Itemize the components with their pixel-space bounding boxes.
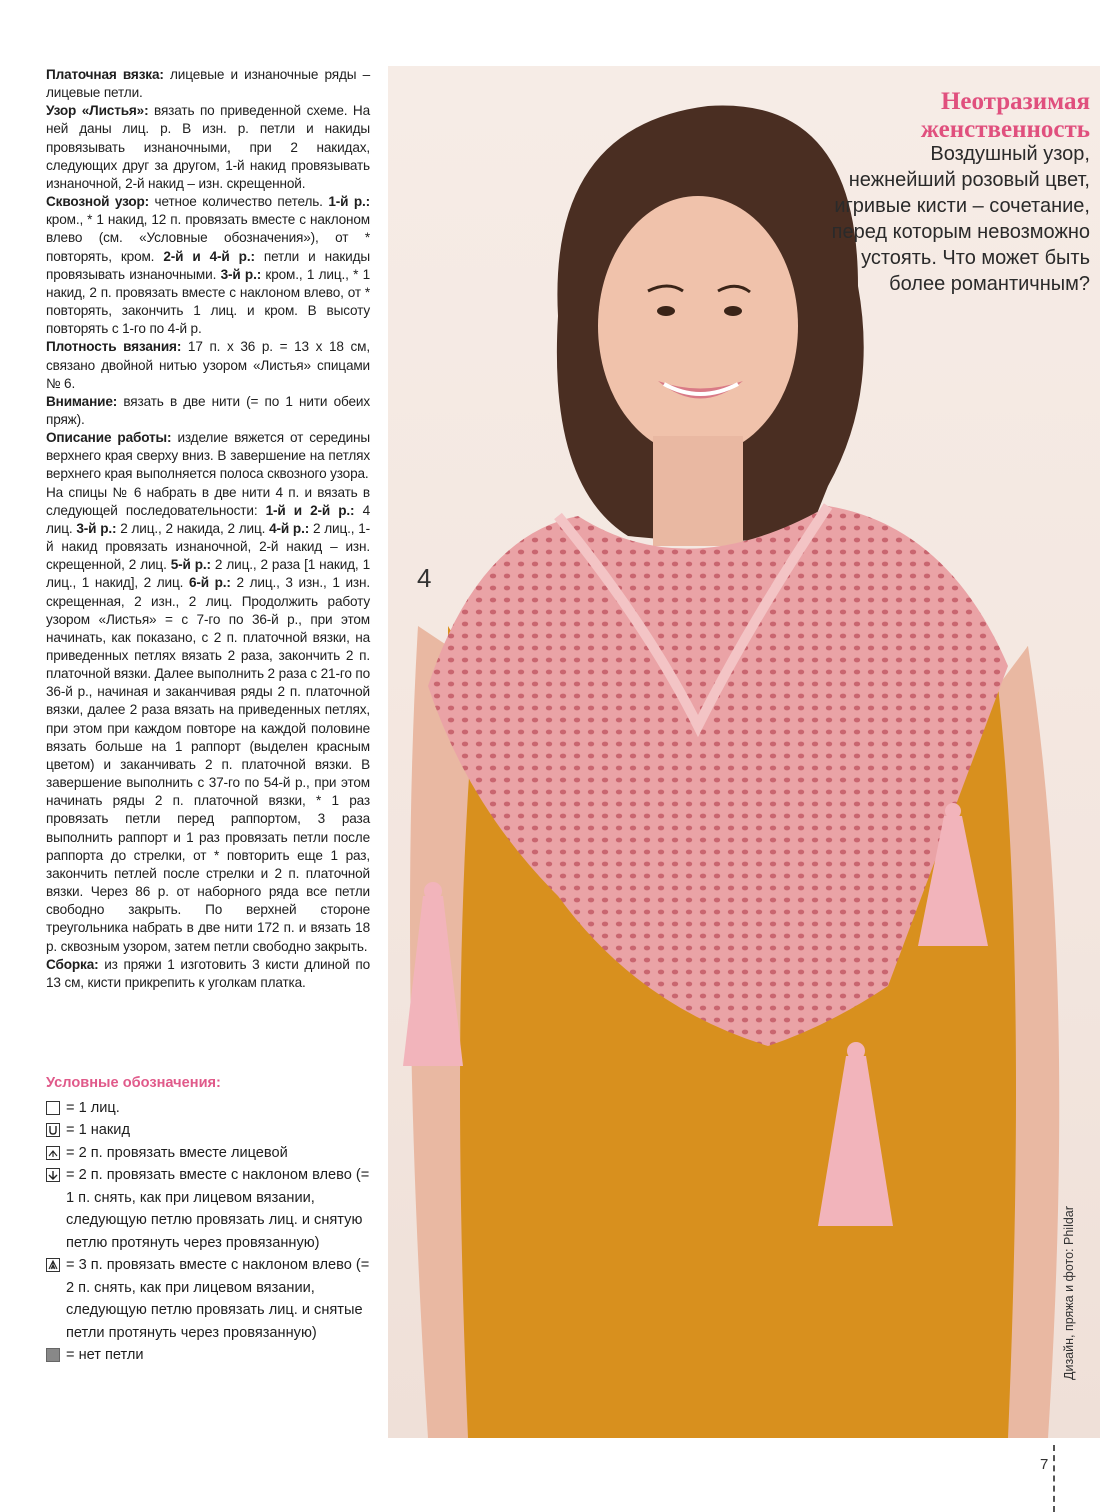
- paragraph-assembly: Сборка: из пряжи 1 изготовить 3 кисти длиной по 13 см, кисти прикрепить к уголкам платка.: [46, 956, 370, 990]
- legend: [46, 1072, 376, 1367]
- paragraph-garter: Платочная вязка: лицевые и изнаночные ряды – лицевые петли.: [46, 67, 371, 101]
- photo-credit: Дизайн, пряжа и фото: Phildar: [1062, 1206, 1076, 1380]
- legend-title: Условные обозначения:: [46, 1075, 221, 1091]
- no-stitch-icon: [46, 1348, 60, 1362]
- page-divider: [1053, 1445, 1055, 1512]
- paragraph-leaves-pattern: Узор «Листья»: вязать по приведенной схеме. На ней даны лиц. р. В изн. р. петли и накиды провязывать изнаночными, при 2 накидах, следующих друг за другом, 1-й накид провязывать изнаночной, 2-й накид – изн. скрещенной.: [46, 103, 371, 191]
- paragraph-gauge: Плотность вязания: 17 п. х 36 р. = 13 х 18 см, связано двойной нитью узором «Листья» спицами № 6.: [46, 339, 371, 391]
- paragraph-description: Описание работы: изделие вяжется от середины верхнего края сверху вниз. В завершение на петлях верхнего края выполняется полоса сквозного узора.: [46, 430, 370, 482]
- ssk-icon: [46, 1168, 60, 1182]
- legend-item: = 2 п. провязать вместе с наклоном влево (= 1 п. снять, как при лицевом вязании, следующую петлю провязать лиц. и снятую петлю протянуть через провязанную): [46, 1164, 376, 1254]
- k2tog-icon: [46, 1146, 60, 1160]
- empty-square-icon: [46, 1101, 60, 1115]
- face: [598, 196, 798, 456]
- paragraph-instructions: На спицы № 6 набрать в две нити 4 п. и вязать в следующей последовательности: 1-й и 2-й р.: 4 лиц. 3-й р.: 2 лиц., 2 накида, 2 лиц. 4-й р.: 2 лиц., 1-й накид провязать изнаночной, 2-й накид – изн. скрещенной, 2 лиц. 5-й р.: 2 лиц., 2 раза [1 накид, 1 лиц., 1 накид], 2 лиц. 6-й р.: 2 лиц., 3 изн., 1 изн. скрещенная, 2 изн., 2 лиц. Продолжить работу узором «Листья» = с 7-го по 36-й р., при этом начинать, как показано, с 2 п. платочной вязки, на приведенных петлях вязать 2 раза, закончить 2 п. платочной вязки. Далее выполнить 2 раза с 21-го по 36-й р., начиная и заканчивая ряды 2 п. платочной вязки, далее 2 раза вязать на приведенных петлях, при этом при каждом повторе на каждой половине вязать больше на 1 раппорт (выделен красным цветом) и заканчивать 2 п. платочной вязки. В завершение выполнить с 37-го по 54-й р., при этом начинать ряды 2 п. платочной вязки, * 1 раз провязать петли перед раппортом, 3 раза выполнить раппорт и 1 раз провязать петли после раппорта до стрелки, от * повторить еще 1 раз, закончить петлей после стрелки и 2 п. платочной вязки. Через 86 р. от наборного ряда все петли свободно закрыть. По верхней стороне треугольника набрать в две нити 172 п. и вязать 18 р. сквозным узором, затем петли свободно закрыть.: [46, 484, 371, 954]
- legend-item: = 1 накид: [46, 1119, 376, 1142]
- legend-item: = нет петли: [46, 1344, 376, 1367]
- yarn-over-icon: [46, 1123, 60, 1137]
- k3tog-icon: [46, 1258, 60, 1272]
- photo-headline: Неотразимая женственность: [920, 88, 1090, 143]
- page-number: 7: [1040, 1456, 1049, 1473]
- paragraph-attention: Внимание: вязать в две нити (= по 1 нити обеих пряж).: [46, 393, 370, 427]
- model-number: 4: [417, 563, 432, 593]
- photo-subtext: Воздушный узор, нежнейший розовый цвет, игривые кисти – сочетание, перед которым невозможно устоять. Что может быть более романтичным?: [831, 143, 1090, 295]
- article-text: [46, 66, 370, 992]
- paragraph-openwork: Сквозной узор: четное количество петель. 1-й р.: кром., * 1 накид, 12 п. провязать вместе с наклоном влево (см. «Условные обозначения»), от * повторять, кром. 2-й и 4-й р.: петли и накиды провязывать изнаночными. 3-й р.: кром., 1 лиц., * 1 накид, 2 п. провязать вместе с наклоном влево, от * повторять, закончить 1 лиц. и кром. В высоту повторять с 1-го по 4-й р.: [46, 194, 370, 337]
- legend-item: = 2 п. провязать вместе лицевой: [46, 1142, 376, 1165]
- legend-item: = 3 п. провязать вместе с наклоном влево (= 2 п. снять, как при лицевом вязании, следующую петлю провязать лиц. и снятые петли протянуть через провязанную): [46, 1254, 376, 1344]
- legend-item: = 1 лиц.: [46, 1097, 376, 1120]
